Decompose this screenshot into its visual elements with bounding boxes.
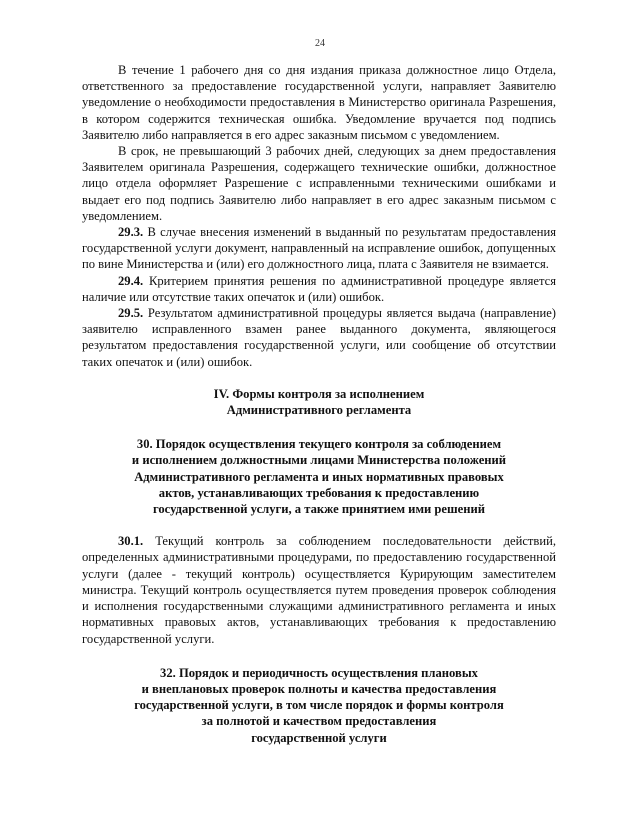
heading-line: Административного регламента xyxy=(226,403,412,418)
heading-line: государственной услуги, а также принятием ими решений xyxy=(152,502,486,517)
paragraph-text: Критерием принятия решения по административной процедуре является наличие или отсутствие таких опечаток и (или) ошибок. xyxy=(82,273,556,304)
heading-line: 30. Порядок осуществления текущего контроля за соблюдением xyxy=(136,437,502,452)
page-number: 24 xyxy=(315,38,325,49)
heading-line: государственной услуги xyxy=(251,730,387,745)
paragraph-30-1 xyxy=(82,533,556,646)
heading-line: и внеплановых проверок полноты и качества предоставления xyxy=(141,681,497,696)
paragraph-29-5 xyxy=(82,305,556,370)
heading-line: 32. Порядок и периодичность осуществления плановых xyxy=(160,665,478,680)
heading-line: за полнотой и качеством предоставления xyxy=(201,714,437,729)
heading-line: IV. Формы контроля за исполнением xyxy=(213,386,425,401)
paragraph-29-2-notice xyxy=(82,62,556,143)
paragraph-text: В случае внесения изменений в выданный по результатам предоставления государственной услуги документ, направленный на исправление ошибок, допущенных по вине Министерства и (или) его должностного лица, плата с Заявителя не взимается. xyxy=(82,225,556,272)
paragraph-29-4 xyxy=(82,273,556,305)
paragraph-29-2-deadline xyxy=(82,143,556,224)
paragraph-number: 29.3. xyxy=(118,225,144,240)
heading-line: государственной услуги, в том числе порядок и формы контроля xyxy=(134,698,504,713)
paragraph-number: 29.5. xyxy=(118,306,144,321)
section-heading-iv xyxy=(82,386,556,418)
heading-30 xyxy=(82,436,556,517)
paragraph-number: 29.4. xyxy=(118,273,144,288)
paragraph-text: Текущий контроль за соблюдением последовательности действий, определенных административными процедурами, по предоставлению государственной услуги (далее - текущий контроль) осуществляется Курирующим заместителем министра. Текущий контроль осуществляется путем проведения проверок соблюдения и исполнения государственными служащими административного регламента и иных нормативных правовых актов, устанавливающих требования к предоставлению государственной услуги. xyxy=(82,534,556,646)
paragraph-text: В течение 1 рабочего дня со дня издания приказа должностное лицо Отдела, ответственного за предоставление государственной услуги, направляет Заявителю уведомление о необходимости предоставления в Министерство оригинала Разрешения, в котором содержится техническая ошибка. Уведомление вручается под подпись Заявителю либо направляется в его адрес заказным письмом с уведомлением. xyxy=(82,63,556,142)
paragraph-number: 30.1. xyxy=(118,534,144,549)
heading-line: и исполнением должностными лицами Министерства положений xyxy=(131,453,507,468)
heading-32 xyxy=(82,665,556,746)
paragraph-text: Результатом административной процедуры является выдача (направление) заявителю исправленного взамен ранее выданного документа, являющегося результатом предоставления государственной услуги, или сообщение об отсутствии таких опечаток и (или) ошибок. xyxy=(82,306,556,369)
heading-line: актов, устанавливающих требования к предоставлению xyxy=(158,485,480,500)
heading-line: Административного регламента и иных нормативных правовых xyxy=(134,469,504,484)
page-content xyxy=(82,62,556,746)
paragraph-text: В срок, не превышающий 3 рабочих дней, следующих за днем предоставления Заявителем оригинала Разрешения, содержащего технические ошибки, должностное лицо отдела оформляет Разрешение с исправленными техническими ошибками и выдает его под подпись Заявителю либо направляет в его адрес заказным письмом с уведомлением. xyxy=(82,144,556,223)
paragraph-29-3 xyxy=(82,224,556,273)
